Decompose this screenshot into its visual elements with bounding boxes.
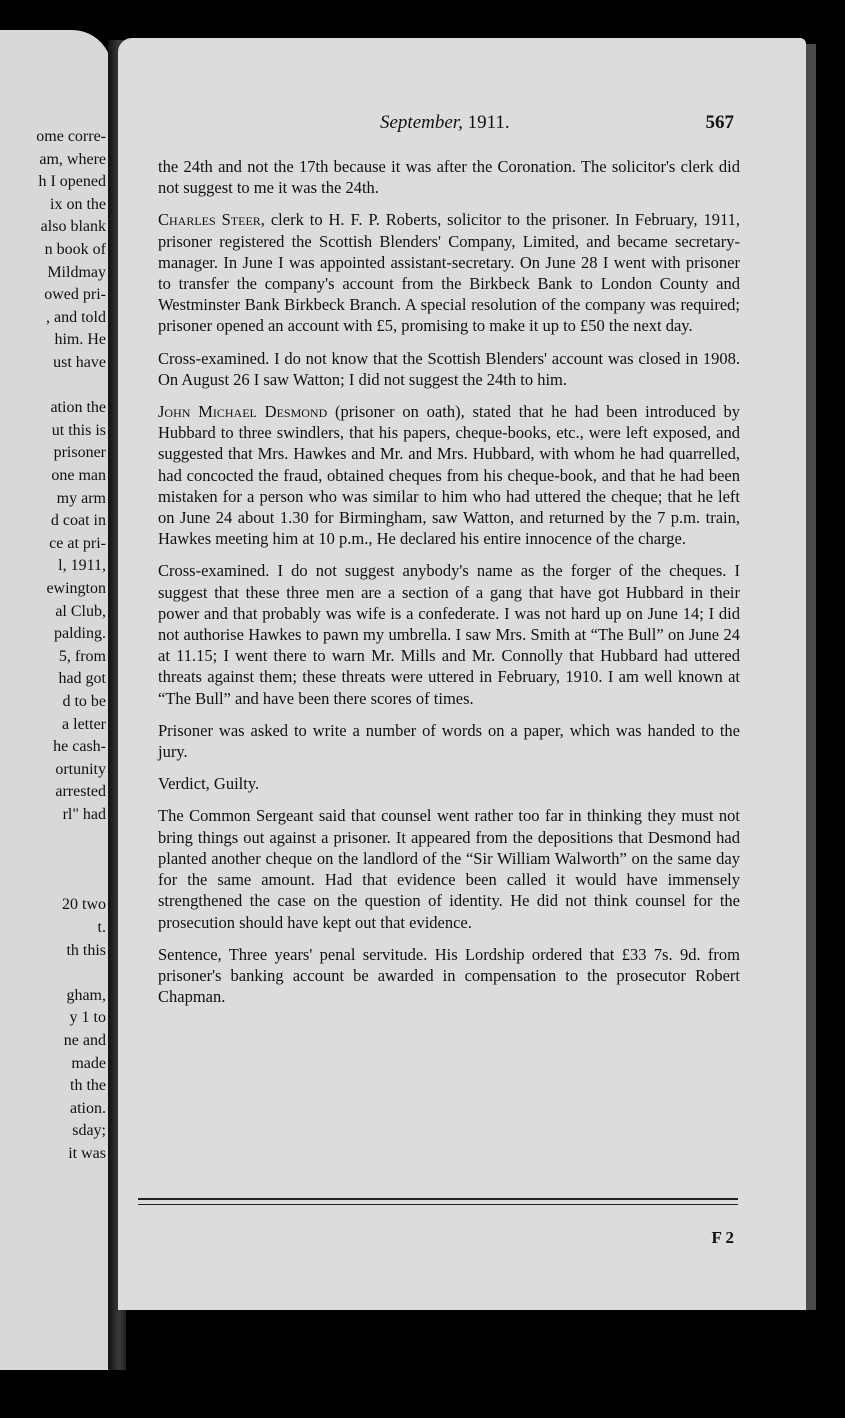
right-page	[118, 38, 806, 1310]
left-page-fragment: ce at pri-	[49, 534, 106, 552]
paragraph-9: Sentence, Three years' penal servitude. His Lordship ordered that £33 7s. 9d. from prisoner's banking account be awarded in compensation to the prosecutor Robert Chapman.	[158, 944, 740, 1007]
left-page-fragment: rl" had	[62, 806, 106, 823]
left-page-fragment: one man	[51, 467, 106, 484]
left-page-fragment: th the	[70, 1077, 106, 1095]
left-page-fragment: prisoner	[53, 444, 106, 462]
paragraph-2-text: clerk to H. F. P. Roberts, solicitor to the prisoner. In February, 1911, prisoner registered the Scottish Blenders' Company, Limited, and became secretary-manager. In June I was appointed assistant-secretary. On June 28 I went with prisoner to transfer the company's account from the Birkbeck Bank to London County and Westminster Bank Birkbeck Branch. A special resolution of the company was required; prisoner opened an account with £5, promising to make it up to £50 the next day.	[158, 210, 740, 336]
left-page-fragment: , and told	[46, 308, 106, 326]
left-page-fragment: ation.	[70, 1099, 106, 1117]
end-rule-bottom	[138, 1204, 738, 1205]
left-page-fragment: 5, from	[58, 647, 106, 665]
left-page-fragment: a letter	[62, 715, 106, 733]
header-date	[380, 112, 510, 134]
left-page-fragment: palding.	[54, 625, 106, 643]
left-page-fragment: ust have	[53, 354, 106, 371]
left-page-fragment: h I opened	[38, 173, 106, 191]
paragraph-4	[158, 401, 740, 549]
paragraph-8: The Common Sergeant said that counsel went rather too far in thinking they must not bring things out against a prisoner. It appeared from the depositions that Desmond had planted another cheque on the landlord of the “Sir William Walworth” on the same day for the same amount. Had that evidence been called it would have immensely strengthened the case on the question of identity. He did not think counsel for the prosecution should have kept out that evidence.	[158, 806, 740, 932]
page-header	[118, 112, 806, 140]
left-page-fragment: al Club,	[55, 602, 106, 620]
paragraph-2	[158, 209, 740, 336]
left-page-fragment: also blank	[40, 218, 106, 236]
left-page-fragment: y 1 to	[69, 1009, 106, 1027]
left-page-fragment: my arm	[56, 489, 106, 507]
paragraph-7: Verdict, Guilty.	[158, 774, 260, 794]
left-page-fragment: ne and	[63, 1032, 106, 1049]
paragraph-3: Cross-examined. I do not know that the Scottish Blenders' account was closed in 1908. On August 26 I saw Watton; I did not suggest the 24th to him.	[158, 348, 740, 389]
left-page-fragment: ewington	[46, 580, 106, 597]
left-page-fragment: ortunity	[55, 760, 106, 778]
left-page-fragment: ome corre-	[36, 128, 106, 145]
page-number: 567	[705, 112, 734, 133]
speaker-name: Charles Steer,	[158, 210, 265, 230]
header-year: 1911.	[467, 112, 510, 133]
left-page-fragment: t.	[97, 919, 106, 936]
left-page-fragment: am, where	[39, 150, 106, 168]
page-edge	[806, 44, 816, 1310]
left-page-fragment: gham,	[66, 986, 106, 1004]
left-page-fragment: him. He	[54, 331, 106, 349]
end-rule-top	[138, 1198, 738, 1200]
paragraph-5: Cross-examined. I do not suggest anybody's name as the forger of the cheques. I suggest that these three men are a section of a gang that have got Hubbard in their power and that probably was wife is a confederate. I was not hard up on June 14; I did not authorise Hawkes to pawn my umbrella. I saw Mrs. Smith at “The Bull” on June 24 at 11.15; I went there to warn Mr. Mills and Mr. Connolly that Hubbard had uttered threats against them; these threats were uttered in February, 1910. I am well known at “The Bull” and have been there scores of times.	[158, 561, 740, 708]
left-page-fragment: th this	[66, 941, 106, 959]
paragraph-4-text: (prisoner on oath), stated that he had been introduced by Hubbard to three swindlers, that his papers, cheque-books, etc., were left exposed, and suggested that Mrs. Hawkes and Mr. and Mrs. Hubbard, with whom he had quarrelled, had concocted the fraud, obtained cheques from his cheque-book, and that he had been mistaken for a person who was similar to him who had uttered the cheque; that he left on June 24 about 1.30 for Birmingham, saw Watton, and returned by the 7 p.m. train, Hawkes meeting him at 10 p.m., He declared his entire innocence of the charge.	[158, 402, 740, 549]
paragraph-1: the 24th and not the 17th because it was after the Coronation. The solicitor's clerk did not suggest to me it was the 24th.	[158, 157, 740, 198]
left-page-fragment: sday;	[72, 1122, 106, 1140]
left-page-fragment: arrested	[55, 783, 106, 801]
header-month: September,	[380, 112, 463, 133]
signature-mark: F 2	[711, 1228, 734, 1247]
body-text	[158, 156, 740, 1018]
left-page-fragment: he cash-	[53, 738, 106, 756]
left-page-fragment: it was	[68, 1145, 106, 1162]
left-page-fragment: l, 1911,	[58, 557, 106, 575]
left-page-fragment: Mildmay	[47, 263, 106, 281]
left-page-fragment: d coat in	[50, 512, 106, 530]
left-page-fragment: n book of	[44, 241, 106, 258]
speaker-name: John Michael Desmond	[158, 402, 328, 422]
left-page-fragment: ut this is	[51, 421, 106, 439]
left-page-fragment: ation the	[50, 399, 106, 417]
left-page-fragment: made	[71, 1054, 106, 1072]
left-page	[0, 30, 112, 1370]
left-page-fragment: owed pri-	[44, 286, 106, 304]
left-page-fragment: had got	[58, 670, 106, 688]
left-page-fragment: 20 two	[62, 896, 106, 914]
paragraph-6: Prisoner was asked to write a number of words on a paper, which was handed to the jury.	[158, 720, 740, 762]
left-page-fragment: d to be	[62, 693, 106, 710]
left-page-fragment: ix on the	[50, 195, 106, 213]
